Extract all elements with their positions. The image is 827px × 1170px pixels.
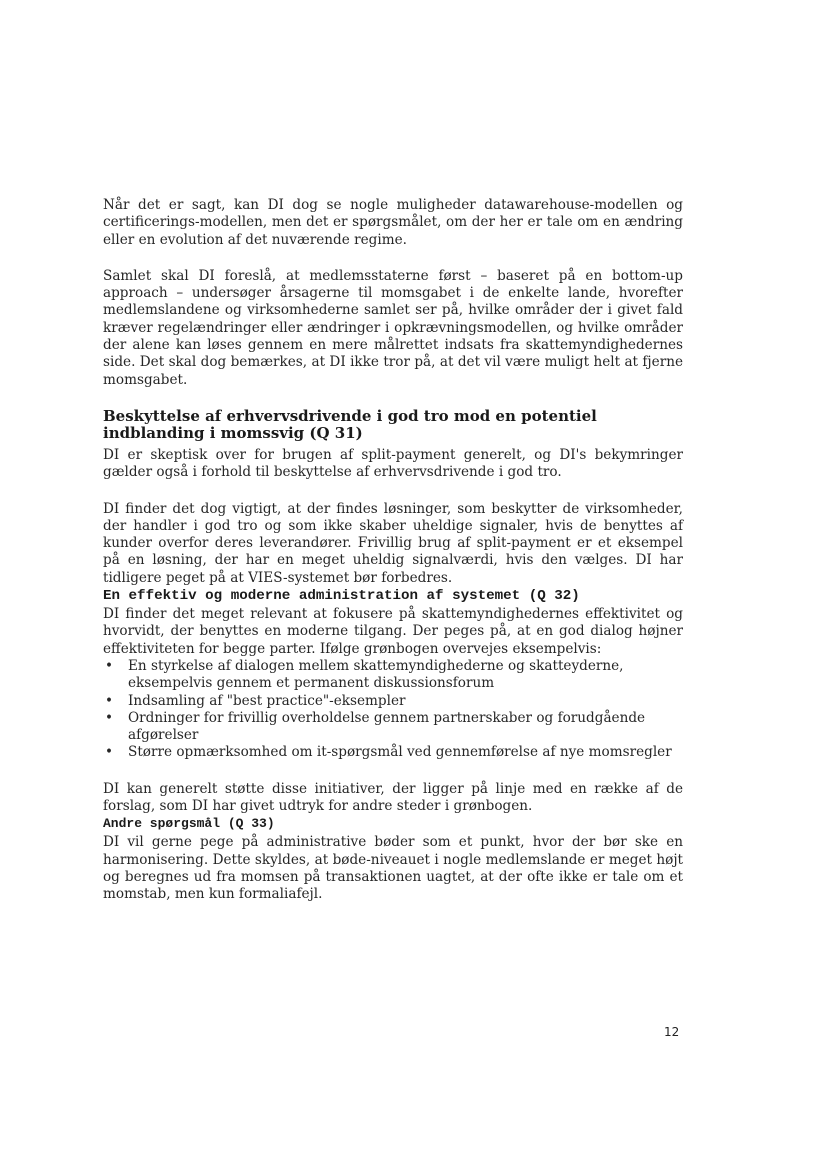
list-item [103, 744, 683, 761]
section-heading-q33: Andre spørgsmål (Q 33) [103, 816, 275, 832]
bullet-icon: • [105, 744, 114, 761]
list-item [103, 658, 683, 693]
section-q31-paragraph-2: DI finder det dog vigtigt, at der findes løsninger, som beskytter de virksomheder, der handler i god tro og som ikke skaber uheldige signaler, hvis de benyttes af kunder overfor deres leverandører. Frivillig brug af split-payment er et eksempel på en løsning, der har en meget uheldig signalværdi, hvis den vælges. DI har tidligere peget på at VIES-systemet bør forbedres. [103, 500, 683, 586]
section-heading-q32: En effektiv og moderne administration af systemet (Q 32) [103, 588, 580, 605]
list-item [103, 693, 683, 710]
intro-paragraph-2: Samlet skal DI foreslå, at medlemsstaterne først – baseret på en bottom-up approach – undersøger årsagerne til momsgabet i de enkelte lande, hvorefter medlemslandene og virksomhederne samlet ser på, hvilke områder der i givet fald kræver regelændringer eller ændringer i opkrævningsmodellen, og hvilke områder der alene kan løses gennem en mere målrettet indsats fra skattemyndighedernes side. Det skal dog bemærkes, at DI ikke tror på, at det vil være muligt helt at fjerne momsgabet. [103, 267, 683, 388]
list-item-text: Indsamling af "best practice"-eksempler [128, 692, 406, 709]
page-content [103, 197, 683, 904]
intro-paragraph-1: Når det er sagt, kan DI dog se nogle muligheder datawarehouse-modellen og certificerings-modellen, men det er spørgsmålet, om der her er tale om en ændring eller en evolution af det nuværende regime. [103, 197, 683, 248]
bullet-icon: • [105, 657, 114, 674]
bullet-icon: • [105, 709, 114, 726]
list-item-text: Større opmærksomhed om it-spørgsmål ved gennemførelse af nye momsregler [128, 744, 672, 761]
bullet-list [103, 658, 683, 762]
list-item-text: Ordninger for frivillig overholdelse gennem partnerskaber og forudgående afgørelser [128, 709, 646, 744]
section-q32-paragraph-2: DI kan generelt støtte disse initiativer, der ligger på linje med en række af de forslag, som DI har givet udtryk for andre steder i grønbogen. [103, 780, 683, 815]
bullet-icon: • [105, 692, 114, 709]
section-q33-paragraph-1: DI vil gerne pege på administrative bøder som et punkt, hvor der bør ske en harmonisering. Dette skyldes, at bøde-niveauet i nogle medlemslande er meget højt og beregnes ud fra momsen på transaktionen uagtet, at der ofte ikke er tale om et momstab, men kun formaliafejl. [103, 834, 683, 903]
section-q31-paragraph-1: DI er skeptisk over for brugen af split-payment generelt, og DI's bekymringer gælder også i forhold til beskyttelse af erhvervsdrivende i god tro. [103, 446, 683, 481]
list-item-text: En styrkelse af dialogen mellem skattemyndighederne og skatteyderne, eksempelvis gennem et permanent diskussionsforum [128, 657, 624, 692]
list-item [103, 710, 683, 745]
section-heading-q31: Beskyttelse af erhvervsdrivende i god tro mod en potentiel indblanding i momssvig (Q 31) [103, 406, 597, 443]
section-q32-paragraph-1: DI finder det meget relevant at fokusere på skattemyndighedernes effektivitet og hvorvidt, der benyttes en moderne tilgang. Der peges på, at en god dialog højner effektiviteten for begge parter. Ifølge grønbogen overvejes eksempelvis: [103, 606, 683, 657]
page-number: 12 [664, 1025, 680, 1039]
